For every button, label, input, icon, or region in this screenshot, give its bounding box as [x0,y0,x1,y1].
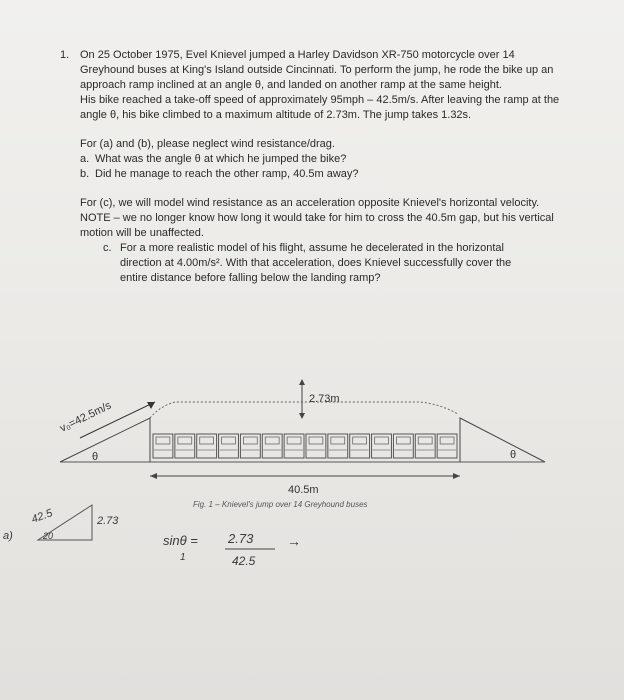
equation-denominator: 42.5 [232,554,256,568]
bus-row [153,434,457,458]
bus-window [375,437,389,444]
bus-window [222,437,236,444]
figure-caption: Fig. 1 – Knievel's jump over 14 Greyhound buses [193,500,368,509]
equation-lhs: sinθ = [163,533,198,548]
bus-window [418,437,432,444]
bus-window [178,437,192,444]
bus-window [287,437,301,444]
trajectory [150,402,458,418]
bus-window [243,437,257,444]
distance-label: 40.5m [288,484,319,496]
height-arrow-top [299,379,305,385]
bus-window [200,437,214,444]
bus-window [156,437,170,444]
sketch-opposite: 2.73 [97,515,119,527]
part-c-marker: c. [103,242,112,254]
right-angle-label: θ [510,449,517,461]
equation-numerator: 2.73 [228,531,254,546]
part-b-text: Did he manage to reach the other ramp, 40.5m away? [95,168,359,180]
ab-intro: For (a) and (b), please neglect wind resistance/drag. [80,138,335,150]
sketch-angle: 20 [43,531,54,541]
problem-details: His bike reached a take-off speed of approximately 95mph – 42.5m/s. After leaving the ramp at the angle θ, his bike climbed to a maximum altitude of 2.73m. The jump takes 1.32s. [80,94,560,121]
bus-window [265,437,279,444]
part-c-text: For a more realistic model of his flight, assume he decelerated in the horizontal direction at 4.00m/s². With that acceleration, does Knievel successfully cover the entire distance before falling below the landing ramp? [120,242,512,284]
part-a-marker: a. [80,153,90,165]
equation-one: 1 [180,552,186,563]
problem-intro: On 25 October 1975, Evel Knievel jumped a Harley Davidson XR-750 motorcycle over 14 Greyhound buses at King's Island outside Cincinnati. To perform the jump, he rode the bike up an approach ramp inclined at an angle θ, and landed on another ramp at the same height. [80,49,554,91]
part-b-marker: b. [80,168,90,180]
distance-arrow-left [150,473,157,479]
bus-window [440,437,454,444]
problem-number: 1. [60,49,70,61]
sketch-part-label: a) [3,530,13,542]
bus-window [331,437,345,444]
velocity-label: v₀=42.5m/s [58,399,114,435]
height-label: 2.73m [309,393,340,405]
distance-arrow-right [453,473,460,479]
left-angle-label: θ [92,451,99,463]
bus-window [353,437,367,444]
part-a-text: What was the angle θ at which he jumped the bike? [95,153,347,165]
bus-window [396,437,410,444]
sketch-hypotenuse: 42.5 [29,507,55,526]
equation-arrow: → [287,533,301,549]
landing-ramp [460,418,545,462]
c-intro: For (c), we will model wind resistance as an acceleration opposite Knievel's horizontal velocity. NOTE – we no longer know how long it would take for him to cross the 40.5m gap, but his vertical motion will be unaffected. [80,197,554,239]
bus-window [309,437,323,444]
height-arrow-bottom [299,413,305,419]
